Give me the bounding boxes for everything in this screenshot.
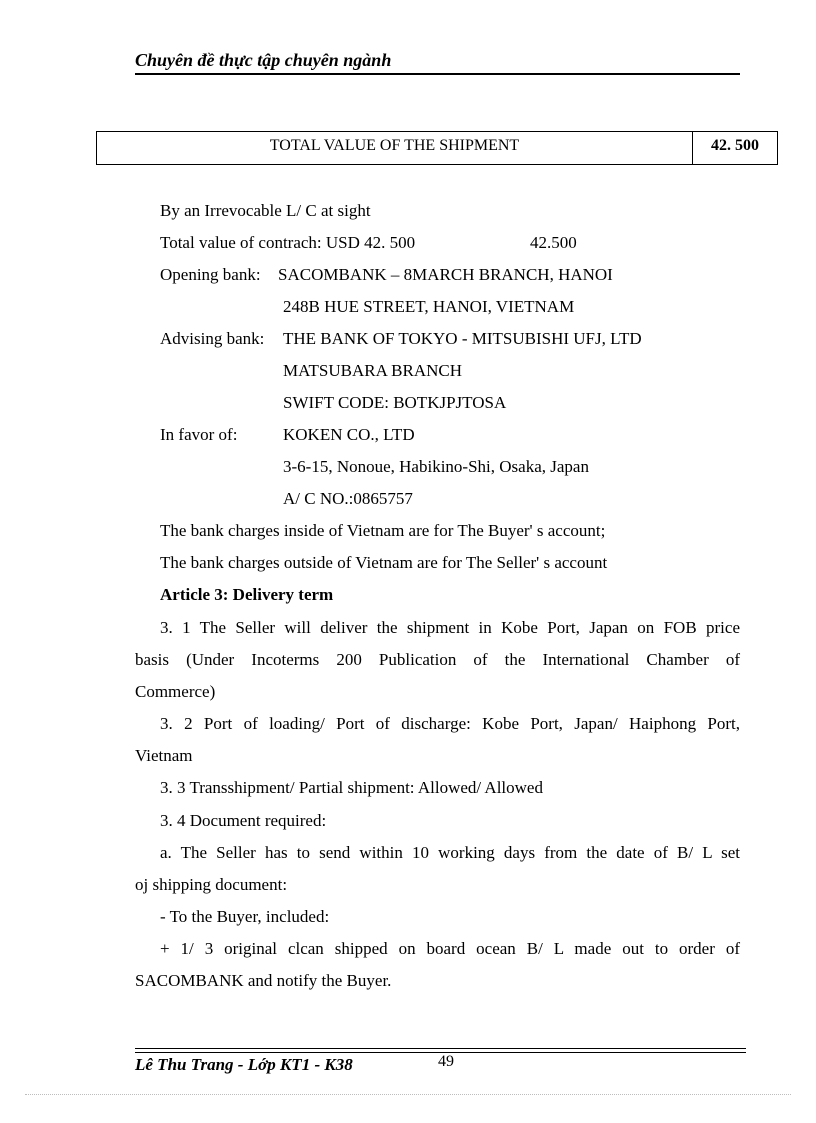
running-header: Chuyên đề thực tập chuyên ngành (135, 50, 392, 70)
advising-bank-branch: MATSUBARA BRANCH (283, 361, 463, 380)
delivery-clause-3-2-line-2: Vietnam (135, 746, 193, 765)
payment-method-line: By an Irrevocable L/ C at sight (160, 201, 371, 220)
bank-charges-outside: The bank charges outside of Vietnam are for The Seller' s account (160, 553, 608, 572)
opening-bank-address: 248B HUE STREET, HANOI, VIETNAM (283, 297, 575, 316)
opening-bank-name: SACOMBANK – 8MARCH BRANCH, HANOI (278, 265, 613, 284)
advising-bank-swift: SWIFT CODE: BOTKJPJTOSA (283, 393, 507, 412)
footer-author: Lê Thu Trang - Lớp KT1 - K38 (135, 1055, 353, 1074)
bill-of-lading-line-1: + 1/ 3 original clcan shipped on board ocean B/ L made out to order of (160, 939, 740, 958)
document-clause-a-line-1: a. The Seller has to send within 10 working days from the date of B/ L set (160, 843, 740, 862)
to-buyer-line: - To the Buyer, included: (160, 907, 330, 926)
total-value-table (96, 131, 778, 165)
total-value-amount: 42. 500 (711, 137, 759, 154)
beneficiary-address: 3-6-15, Nonoue, Habikino-Shi, Osaka, Japan (283, 457, 589, 476)
bill-of-lading-line-2: SACOMBANK and notify the Buyer. (135, 971, 392, 990)
document-clause-a-line-2: oj shipping document: (135, 875, 288, 894)
beneficiary-account: A/ C NO.:0865757 (283, 489, 413, 508)
total-contract-value-figure: 42.500 (530, 233, 577, 252)
delivery-clause-3-3: 3. 3 Transshipment/ Partial shipment: Allowed/ Allowed (160, 778, 543, 797)
delivery-clause-3-4: 3. 4 Document required: (160, 811, 327, 830)
footer-rule-top (135, 1048, 746, 1049)
bank-charges-inside: The bank charges inside of Vietnam are for The Buyer' s account; (160, 521, 606, 540)
delivery-clause-3-2-line-1: 3. 2 Port of loading/ Port of discharge: Kobe Port, Japan/ Haiphong Port, (160, 714, 740, 733)
total-value-label: TOTAL VALUE OF THE SHIPMENT (97, 132, 693, 164)
header-rule (135, 73, 740, 75)
delivery-clause-3-1-line-2: basis (Under Incoterms 200 Publication of the International Chamber of (135, 650, 740, 669)
total-contract-value-line: Total value of contrach: USD 42. 500 (160, 233, 416, 252)
article-3-heading: Article 3: Delivery term (160, 585, 334, 604)
advising-bank-label: Advising bank: (160, 329, 265, 348)
page-number: 49 (438, 1053, 454, 1070)
advising-bank-name: THE BANK OF TOKYO - MITSUBISHI UFJ, LTD (283, 329, 642, 348)
delivery-clause-3-1-line-3: Commerce) (135, 682, 216, 701)
opening-bank-label: Opening bank: (160, 265, 261, 284)
page-bottom-divider (25, 1094, 791, 1095)
delivery-clause-3-1-line-1: 3. 1 The Seller will deliver the shipment in Kobe Port, Japan on FOB price (160, 618, 740, 637)
beneficiary-label: In favor of: (160, 425, 238, 444)
beneficiary-name: KOKEN CO., LTD (283, 425, 415, 444)
